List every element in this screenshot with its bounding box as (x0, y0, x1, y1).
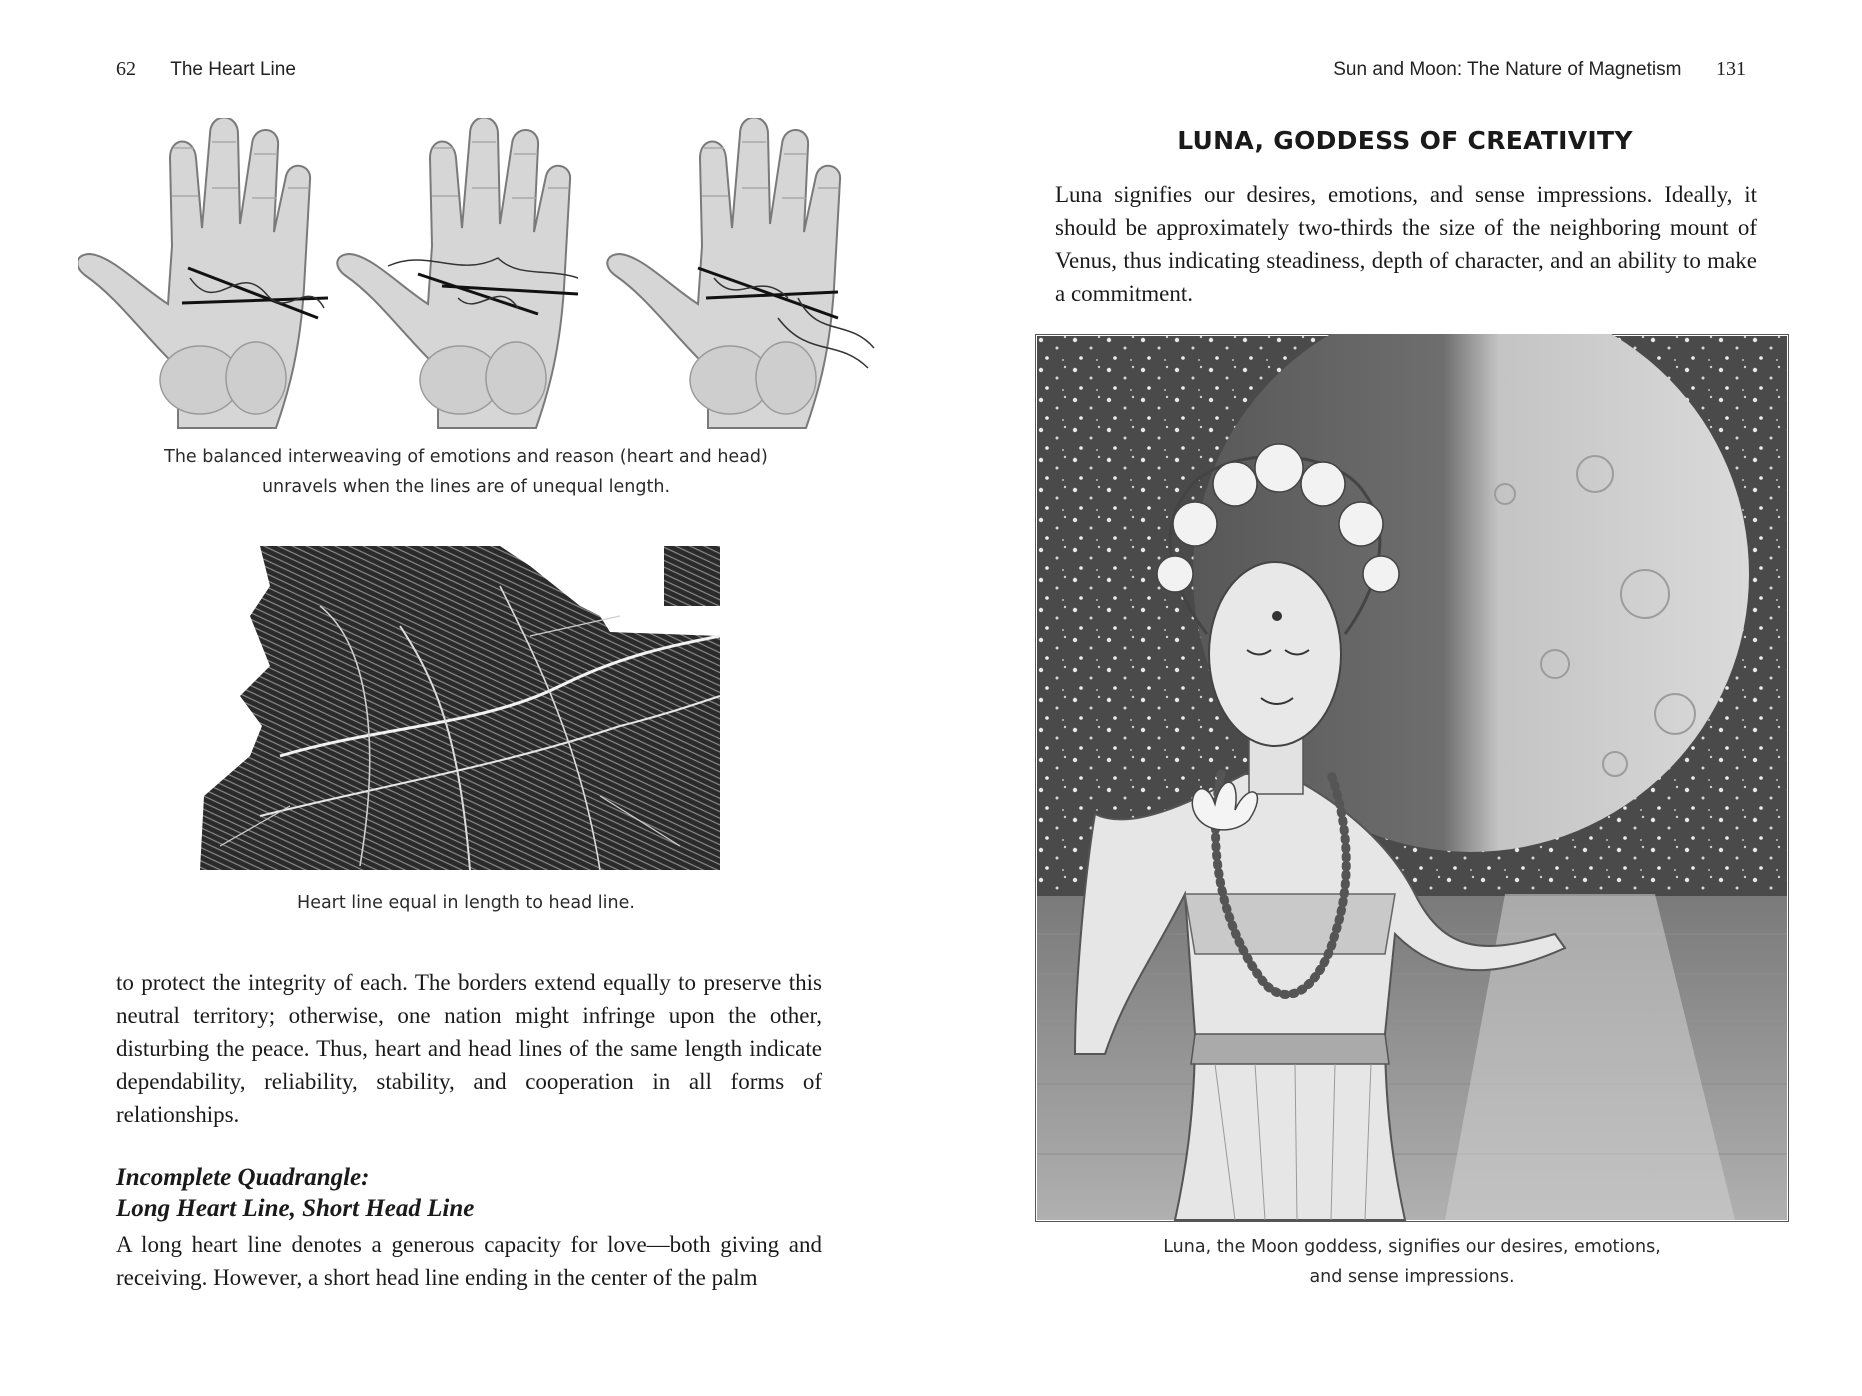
luna-caption-line1: Luna, the Moon goddess, signifies our desires, emotions, (1163, 1237, 1661, 1257)
hand-unequal-two (607, 118, 874, 428)
right-page-number: 131 (1716, 58, 1746, 80)
left-chapter-title: The Heart Line (170, 59, 296, 80)
hand-balanced (78, 118, 328, 428)
subheading (116, 1162, 822, 1224)
left-paragraph-2: A long heart line denotes a generous capacity for love—both giving and receiving. However, a short head line ending in the center of the palm (116, 1232, 822, 1290)
right-page (931, 0, 1862, 1396)
left-page-number: 62 (116, 58, 136, 80)
figure2-caption: Heart line equal in length to head line. (297, 893, 635, 913)
right-chapter-title: Sun and Moon: The Nature of Magnetism (1333, 59, 1682, 80)
hand-unequal-one (337, 118, 578, 428)
palm-print-image (200, 546, 724, 870)
figure1-caption (116, 442, 816, 502)
figure1-caption-line2: unravels when the lines are of unequal length. (261, 477, 671, 497)
section-title: LUNA, GODDESS OF CREATIVITY (1177, 126, 1633, 155)
figure1-caption-line1: The balanced interweaving of emotions and reason (heart and head) (164, 447, 768, 467)
subheading-line2: Long Heart Line, Short Head Line (116, 1195, 475, 1222)
left-running-head (116, 58, 296, 81)
right-running-head (1333, 58, 1746, 81)
right-paragraph: Luna signifies our desires, emotions, and sense impressions. Ideally, it should be approximately two-thirds the size of the neighboring mount of Venus, thus indicating steadiness, depth of character, and an ability to make a commitment. (1055, 182, 1757, 306)
luna-caption (1035, 1232, 1789, 1292)
subheading-line1: Incomplete Quadrangle: (116, 1164, 370, 1191)
left-paragraph-1: to protect the integrity of each. The borders extend equally to preserve this neutral territory; otherwise, one nation might infringe upon the other, disturbing the peace. Thus, heart and head lines of the same length indicate dependability, reliability, stability, and cooperation in all forms of relationships. (116, 970, 822, 1127)
luna-caption-line2: and sense impressions. (1309, 1267, 1515, 1287)
hands-illustration (78, 118, 878, 430)
luna-goddess-illustration (1035, 334, 1789, 1222)
